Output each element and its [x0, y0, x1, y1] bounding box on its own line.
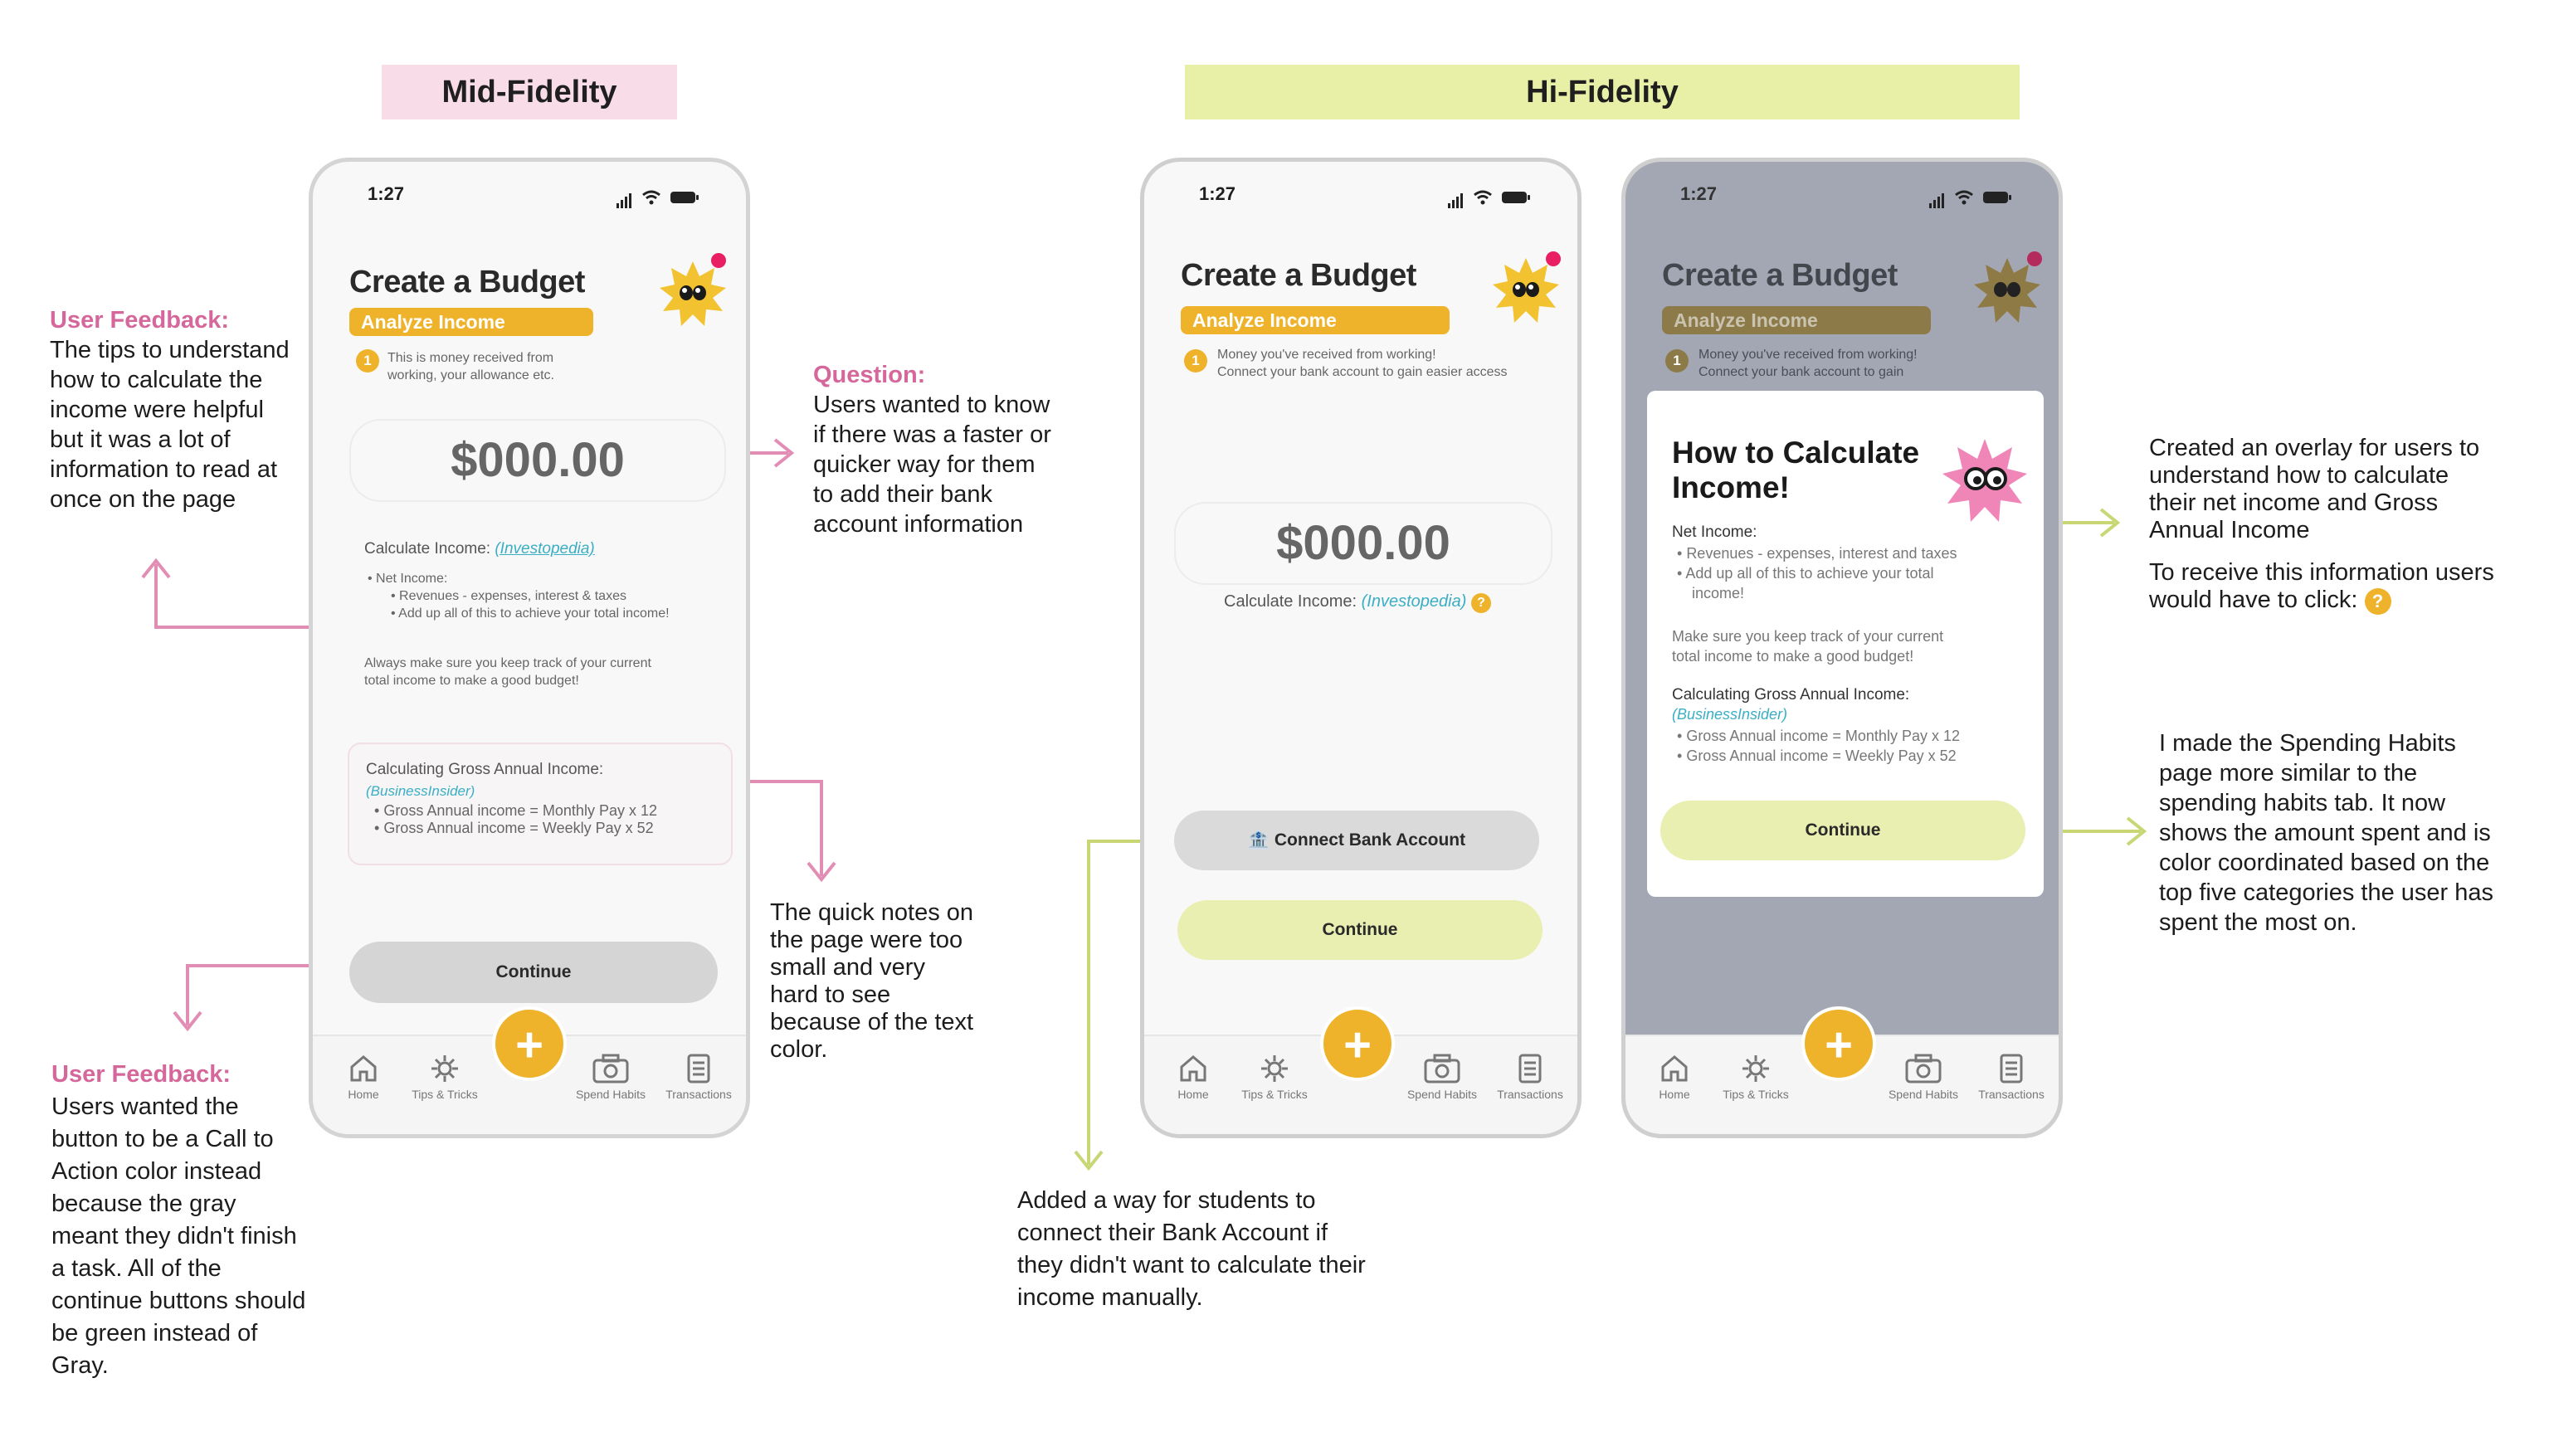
- businessinsider-link[interactable]: (BusinessInsider): [366, 783, 475, 799]
- tab-spend-habits[interactable]: Spend Habits: [573, 1053, 648, 1101]
- feedback-note-1-heading: User Feedback:: [50, 307, 229, 334]
- battery-icon: [1982, 190, 2012, 205]
- mascot-icon[interactable]: [1491, 256, 1561, 326]
- notification-dot: [2027, 251, 2042, 266]
- overlay-note-click: To receive this information users would have to click: ?: [2149, 559, 2494, 613]
- connect-bank-button[interactable]: 🏦 Connect Bank Account: [1174, 811, 1539, 870]
- step-description: This is money received from working, your allowance etc.: [387, 351, 554, 382]
- bottom-tab-bar: [313, 1018, 746, 1134]
- gross-income-title: Calculating Gross Annual Income:: [1672, 686, 1910, 704]
- amount-display[interactable]: $000.00: [349, 419, 726, 502]
- page-title: Create a Budget: [1662, 258, 1898, 293]
- help-icon: ?: [2365, 588, 2391, 615]
- hi-fidelity-label: Hi-Fidelity: [1185, 65, 2020, 119]
- analyze-income-pill: Analyze Income: [349, 308, 593, 336]
- tab-transactions[interactable]: Transactions: [661, 1053, 736, 1101]
- tab-transactions[interactable]: Transactions: [1974, 1053, 2049, 1101]
- tab-spend-habits[interactable]: Spend Habits: [1886, 1053, 1961, 1101]
- bottom-tab-bar: [1625, 1018, 2059, 1134]
- tab-home[interactable]: Home: [1156, 1053, 1231, 1101]
- wifi-icon: [641, 190, 661, 205]
- continue-button[interactable]: Continue: [1177, 900, 1543, 960]
- bank-account-note: Added a way for students to connect their Bank Account if they didn't want to calculate their income manually.: [1017, 1187, 1366, 1311]
- gross-income-formulas: • Gross Annual income = Monthly Pay x 12 • Gross Annual income = Weekly Pay x 52: [1677, 728, 1960, 764]
- businessinsider-link[interactable]: (BusinessInsider): [1672, 706, 1788, 723]
- home-icon: [1659, 1053, 1690, 1084]
- status-time: 1:27: [368, 183, 405, 204]
- overlay-continue-button[interactable]: Continue: [1660, 801, 2025, 860]
- hi-fidelity-phone-1: [1140, 158, 1582, 1138]
- mid-fidelity-phone: [309, 158, 750, 1138]
- receipt-icon: [1996, 1053, 2027, 1084]
- notification-dot: [1546, 251, 1561, 266]
- gear-icon: [1740, 1053, 1772, 1084]
- question-note-heading: Question:: [813, 362, 926, 388]
- status-bar: [1672, 183, 2012, 208]
- feedback-note-1-body: The tips to understand how to calculate the income were helpful but it was a lot of information to read at once on the page: [50, 337, 290, 513]
- spending-habits-note: I made the Spending Habits page more similar to the spending habits tab. It now shows the amount spent and is color coordinated based on the top five categories the user has spent the most on.: [2159, 730, 2494, 936]
- net-income-list: • Revenues - expenses, interest and taxes • Add up all of this to achieve your total income!: [1677, 545, 1957, 601]
- gross-income-formulas: • Gross Annual income = Monthly Pay x 12 • Gross Annual income = Weekly Pay x 52: [374, 802, 657, 836]
- gear-icon: [1259, 1053, 1290, 1084]
- tab-tips[interactable]: Tips & Tricks: [1237, 1053, 1312, 1101]
- tab-home[interactable]: Home: [326, 1053, 401, 1101]
- step-description: Money you've received from working! Connect your bank account to gain: [1699, 348, 1918, 379]
- signal-icon: [617, 187, 633, 208]
- quick-notes-note: The quick notes on the page were too small and very hard to see because of the text color.: [770, 899, 974, 1063]
- status-time: 1:27: [1680, 183, 1718, 204]
- signal-icon: [1929, 187, 1946, 208]
- step-number: 1: [1184, 349, 1207, 373]
- amount-display[interactable]: $000.00: [1174, 502, 1552, 585]
- status-bar: [359, 183, 699, 208]
- keep-track-tip: Make sure you keep track of your current total income to make a good budget!: [1672, 628, 1944, 665]
- notification-dot: [711, 253, 726, 268]
- feedback-note-2-heading: User Feedback:: [51, 1061, 231, 1088]
- signal-icon: [1448, 187, 1465, 208]
- net-income-tips: • Net Income: • Revenues - expenses, interest & taxes • Add up all of this to achieve your total income!: [368, 572, 670, 621]
- add-button[interactable]: +: [1801, 1006, 1876, 1081]
- calculate-income-line: Calculate Income: (Investopedia) ?: [1224, 593, 1491, 613]
- investopedia-link[interactable]: (Investopedia): [1361, 592, 1467, 611]
- gross-income-card: [348, 743, 733, 865]
- calculate-income-line: Calculate Income: (Investopedia): [364, 540, 595, 558]
- battery-icon: [670, 190, 699, 205]
- page-title: Create a Budget: [1181, 258, 1416, 293]
- analyze-income-pill: Analyze Income: [1662, 306, 1931, 334]
- step-description: Money you've received from working! Connect your bank account to gain easier access: [1217, 348, 1508, 379]
- tab-transactions[interactable]: Transactions: [1493, 1053, 1567, 1101]
- bank-icon: 🏦: [1247, 830, 1270, 850]
- continue-button[interactable]: Continue: [349, 942, 718, 1003]
- gross-income-title: Calculating Gross Annual Income:: [366, 761, 604, 778]
- tab-spend-habits[interactable]: Spend Habits: [1405, 1053, 1479, 1101]
- camera-icon: [1423, 1053, 1461, 1084]
- status-bar: [1191, 183, 1531, 208]
- hi-fidelity-phone-2: [1621, 158, 2063, 1138]
- net-income-heading: Net Income:: [1672, 523, 1757, 541]
- wifi-icon: [1954, 190, 1974, 205]
- home-icon: [1177, 1053, 1209, 1084]
- help-icon[interactable]: ?: [1471, 593, 1491, 613]
- analyze-income-pill: Analyze Income: [1181, 306, 1450, 334]
- camera-icon: [592, 1053, 630, 1084]
- tab-home[interactable]: Home: [1637, 1053, 1712, 1101]
- add-button[interactable]: +: [1320, 1006, 1395, 1081]
- investopedia-link[interactable]: (Investopedia): [495, 540, 595, 558]
- overlay-note: [2149, 435, 2498, 615]
- feedback-note-2-body: Users wanted the button to be a Call to Action color instead because the gray meant they didn't finish a task. All of the continue buttons should be green instead of Gray.: [51, 1093, 306, 1379]
- tab-tips[interactable]: Tips & Tricks: [407, 1053, 482, 1101]
- feedback-note-1: [50, 305, 299, 514]
- tab-tips[interactable]: Tips & Tricks: [1718, 1053, 1793, 1101]
- feedback-note-2: [51, 1059, 309, 1382]
- page-title: Create a Budget: [349, 265, 585, 299]
- overlay-note-text: Created an overlay for users to understand how to calculate their net income and Gross Annual Income: [2149, 435, 2480, 543]
- wifi-icon: [1473, 190, 1493, 205]
- mid-fidelity-label: Mid-Fidelity: [382, 65, 677, 119]
- mascot-icon[interactable]: [658, 260, 728, 329]
- gear-icon: [429, 1053, 461, 1084]
- camera-icon: [1904, 1053, 1942, 1084]
- receipt-icon: [683, 1053, 714, 1084]
- mascot-pink-icon: [1939, 436, 2030, 527]
- question-note-body: Users wanted to know if there was a faster or quicker way for them to add their bank account information: [813, 392, 1051, 538]
- overlay-title: How to Calculate Income!: [1672, 436, 1920, 504]
- how-to-calculate-overlay: [1647, 391, 2044, 897]
- add-button[interactable]: +: [492, 1006, 567, 1081]
- bottom-tab-bar: [1144, 1018, 1577, 1134]
- receipt-icon: [1514, 1053, 1546, 1084]
- mascot-icon: [1972, 256, 2042, 326]
- question-note: [813, 360, 1054, 539]
- keep-track-tip: Always make sure you keep track of your current total income to make a good budget!: [364, 656, 651, 688]
- step-number: 1: [1665, 349, 1689, 373]
- step-number: 1: [356, 349, 379, 373]
- home-icon: [348, 1053, 379, 1084]
- status-time: 1:27: [1199, 183, 1236, 204]
- battery-icon: [1501, 190, 1531, 205]
